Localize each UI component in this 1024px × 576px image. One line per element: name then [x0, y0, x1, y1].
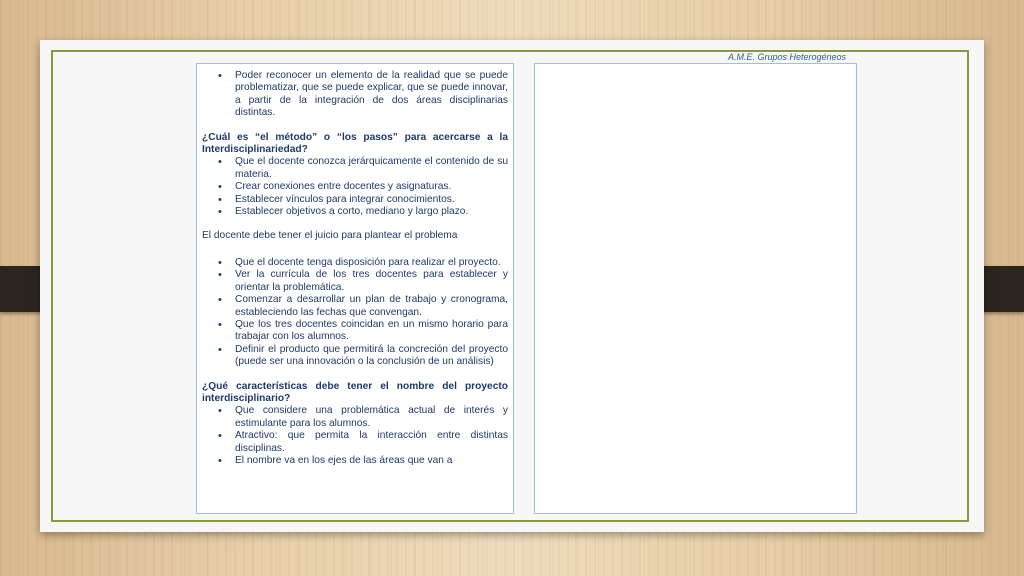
- list-item: • Poder reconocer un elemento de la realidad que se puede problematizar, que se puede explicar, que se puede innovar, a partir de la integración de dos áreas disciplinarias distintas.: [235, 70, 508, 120]
- list-item: • Que el docente tenga disposición para realizar el proyecto.: [235, 257, 508, 269]
- list-item: • Que considere una problemática actual de interés y estimulante para los alumnos.: [235, 405, 508, 430]
- list-item: • Atractivo: que permita la interacción entre distintas disciplinas.: [235, 430, 508, 455]
- list-item: • Crear conexiones entre docentes y asignaturas.: [235, 181, 508, 193]
- list-item: • Ver la currícula de los tres docentes para establecer y orientar la problemática.: [235, 269, 508, 294]
- list-item: • Que el docente conozca jerárquicamente el contenido de su materia.: [235, 156, 508, 181]
- steps-list: [202, 156, 508, 218]
- list-item: • Que los tres docentes coincidan en un mismo horario para trabajar con los alumnos.: [235, 319, 508, 344]
- list-item: • Definir el producto que permitirá la concreción del proyecto (puede ser una innovación o la conclusión de un análisis): [235, 344, 508, 369]
- requirements-list: [202, 257, 508, 369]
- list-item: • Comenzar a desarrollar un plan de trabajo y cronograma, estableciendo las fechas que convengan.: [235, 294, 508, 319]
- list-item: • El nombre va en los ejes de las áreas que van a: [235, 455, 508, 467]
- document-header: A.M.E. Grupos Heterogéneos: [727, 52, 846, 62]
- slide-paper: [40, 40, 984, 532]
- question-characteristics: ¿Qué características debe tener el nombre del proyecto interdisciplinario?: [202, 380, 508, 404]
- document-page-right: [534, 63, 857, 514]
- list-item: • Establecer vínculos para integrar conocimientos.: [235, 194, 508, 206]
- question-method: ¿Cuál es “el método” o “los pasos” para acercarse a la Interdisciplinariedad?: [202, 131, 508, 156]
- document-page-left: [196, 63, 514, 514]
- characteristics-list: [202, 405, 508, 467]
- intro-list: [202, 70, 508, 120]
- list-item: • Establecer objetivos a corto, mediano y largo plazo.: [235, 206, 508, 218]
- statement-text: El docente debe tener el juicio para plantear el problema: [202, 230, 458, 242]
